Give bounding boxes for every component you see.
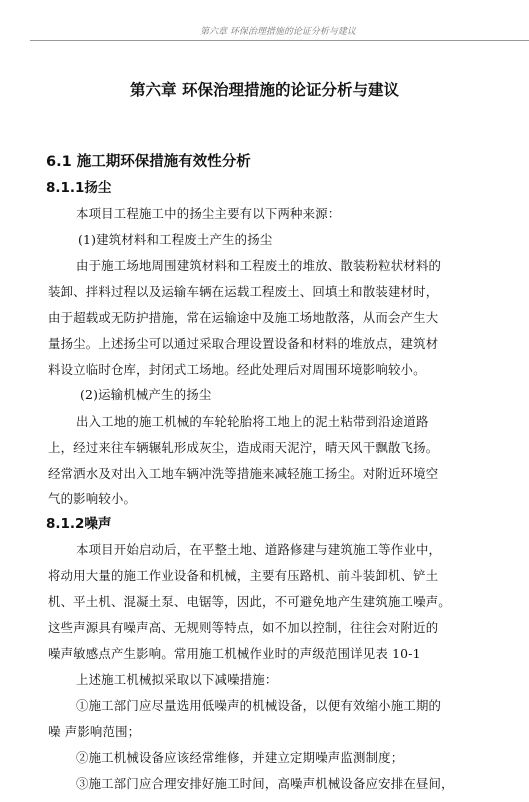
paragraph-line: 量扬尘。上述扬尘可以通过采取合理设置设备和材料的堆放点，建筑材 (48, 336, 439, 351)
paragraph-line: 将动用大量的施工作业设备和机械，主要有压路机、前斗装卸机、铲土 (48, 568, 439, 583)
paragraph-line: 料设立临时仓库，封闭式工场地。经此处理后对周围环境影响较小。 (48, 362, 426, 377)
paragraph-line: 机、平土机、混凝土泵、电锯等，因此，不可避免地产生建筑施工噪声。 (48, 594, 451, 609)
subsection-noise-title: 8.1.2噪声 (46, 516, 112, 532)
paragraph-line: 上述施工机械拟采取以下减噪措施： (76, 672, 278, 687)
list-item-label: (1)建筑材料和工程废土产生的扬尘 (78, 232, 273, 247)
paragraph-line: 出入工地的施工机械的车轮轮胎将工地上的泥土粘带到沿途道路 (76, 414, 429, 429)
paragraph-line: 上，经过来往车辆辗轧形成灰尘，造成雨天泥泞，晴天风干飘散飞扬。 (48, 440, 439, 455)
paragraph-line: 气的影响较小。 (48, 491, 137, 506)
paragraph-line: 装卸、拌料过程以及运输车辆在运载工程废土、回填土和散装建材时， (48, 284, 439, 299)
paragraph-line: 由于超载或无防护措施，常在运输途中及施工场地散落，从而会产生大 (48, 310, 439, 325)
paragraph-line: 本项目工程施工中的扬尘主要有以下两种来源： (76, 206, 341, 221)
paragraph-line: ①施工部门应尽量选用低噪声的机械设备，以便有效缩小施工期的 (76, 698, 442, 713)
paragraph-line: 经常洒水及对出入工地车辆冲洗等措施来减轻施工扬尘。对附近环境空 (48, 466, 439, 481)
subsection-dust-title: 8.1.1扬尘 (46, 180, 112, 196)
paragraph-line: 由于施工场地周围建筑材料和工程废土的堆放、散装粉粒状材料的 (76, 258, 442, 273)
paragraph-line: ③施工部门应合理安排好施工时间，高噪声机械设备应安排在昼间， (76, 776, 454, 791)
header-rule (30, 40, 529, 41)
paragraph-line: ②施工机械设备应该经常维修，并建立定期噪声监测制度； (76, 750, 404, 765)
paragraph-line: 噪 声影响范围； (48, 724, 141, 739)
running-header: 第六章 环保治理措施的论证分析与建议 (200, 27, 356, 37)
paragraph-line: 噪声敏感点产生影响。常用施工机械作业时的声级范围详见表 10-1 (48, 646, 421, 661)
paragraph-line: 这些声源具有噪声高、无规则等特点，如不加以控制，往往会对附近的 (48, 620, 439, 635)
list-item-label: (2)运输机械产生的扬尘 (80, 387, 212, 402)
paragraph-line: 本项目开始启动后，在平整土地、道路修建与建筑施工等作业中， (76, 542, 442, 557)
chapter-title: 第六章 环保治理措施的论证分析与建议 (130, 81, 399, 99)
section-title: 6.1 施工期环保措施有效性分析 (46, 154, 251, 170)
